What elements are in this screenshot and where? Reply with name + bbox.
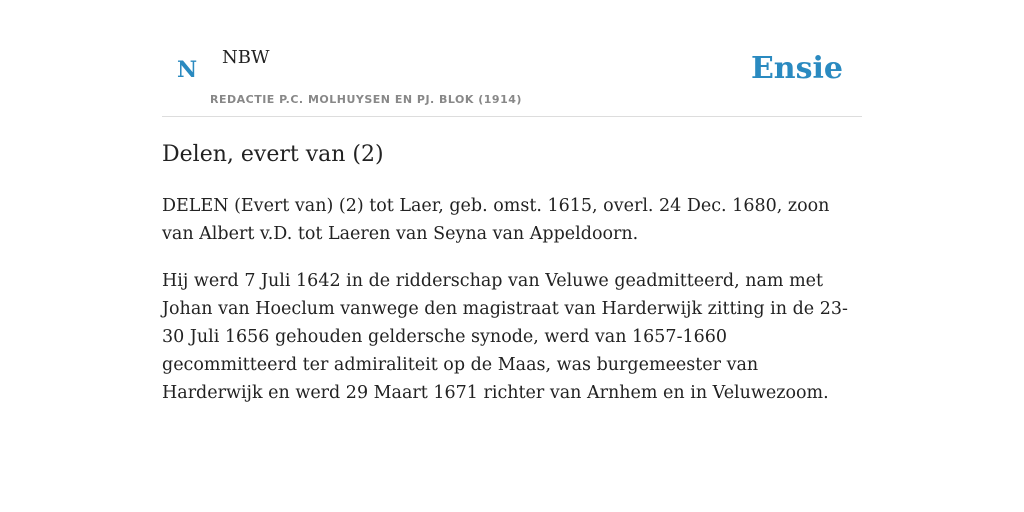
- entry-title: Delen, evert van (2): [162, 142, 384, 167]
- entry-content: [162, 140, 862, 407]
- ensie-logo-link[interactable]: Ensie: [750, 51, 843, 86]
- source-logo[interactable]: N: [177, 57, 198, 83]
- source-editors: REDACTIE P.C. MOLHUYSEN EN PJ. BLOK (1914): [210, 93, 522, 106]
- page-header: [162, 0, 862, 117]
- entry-paragraph-1: DELEN (Evert van) (2) tot Laer, geb. omst. 1615, overl. 24 Dec. 1680, zoon van Albert v.D. tot Laeren van Seyna van Appeldoorn.: [162, 196, 830, 244]
- source-name[interactable]: NBW: [222, 47, 270, 68]
- entry-paragraph-2: Hij werd 7 Juli 1642 in de ridderschap van Veluwe geadmitteerd, nam met Johan van Hoeclum vanwege den magistraat van Harderwijk zitting in de 23-30 Juli 1656 gehouden geldersche synode, werd van 1657-1660 gecommitteerd ter admiraliteit op de Maas, was burgemeester van Harderwijk en werd 29 Maart 1671 richter van Arnhem en in Veluwezoom.: [162, 271, 848, 403]
